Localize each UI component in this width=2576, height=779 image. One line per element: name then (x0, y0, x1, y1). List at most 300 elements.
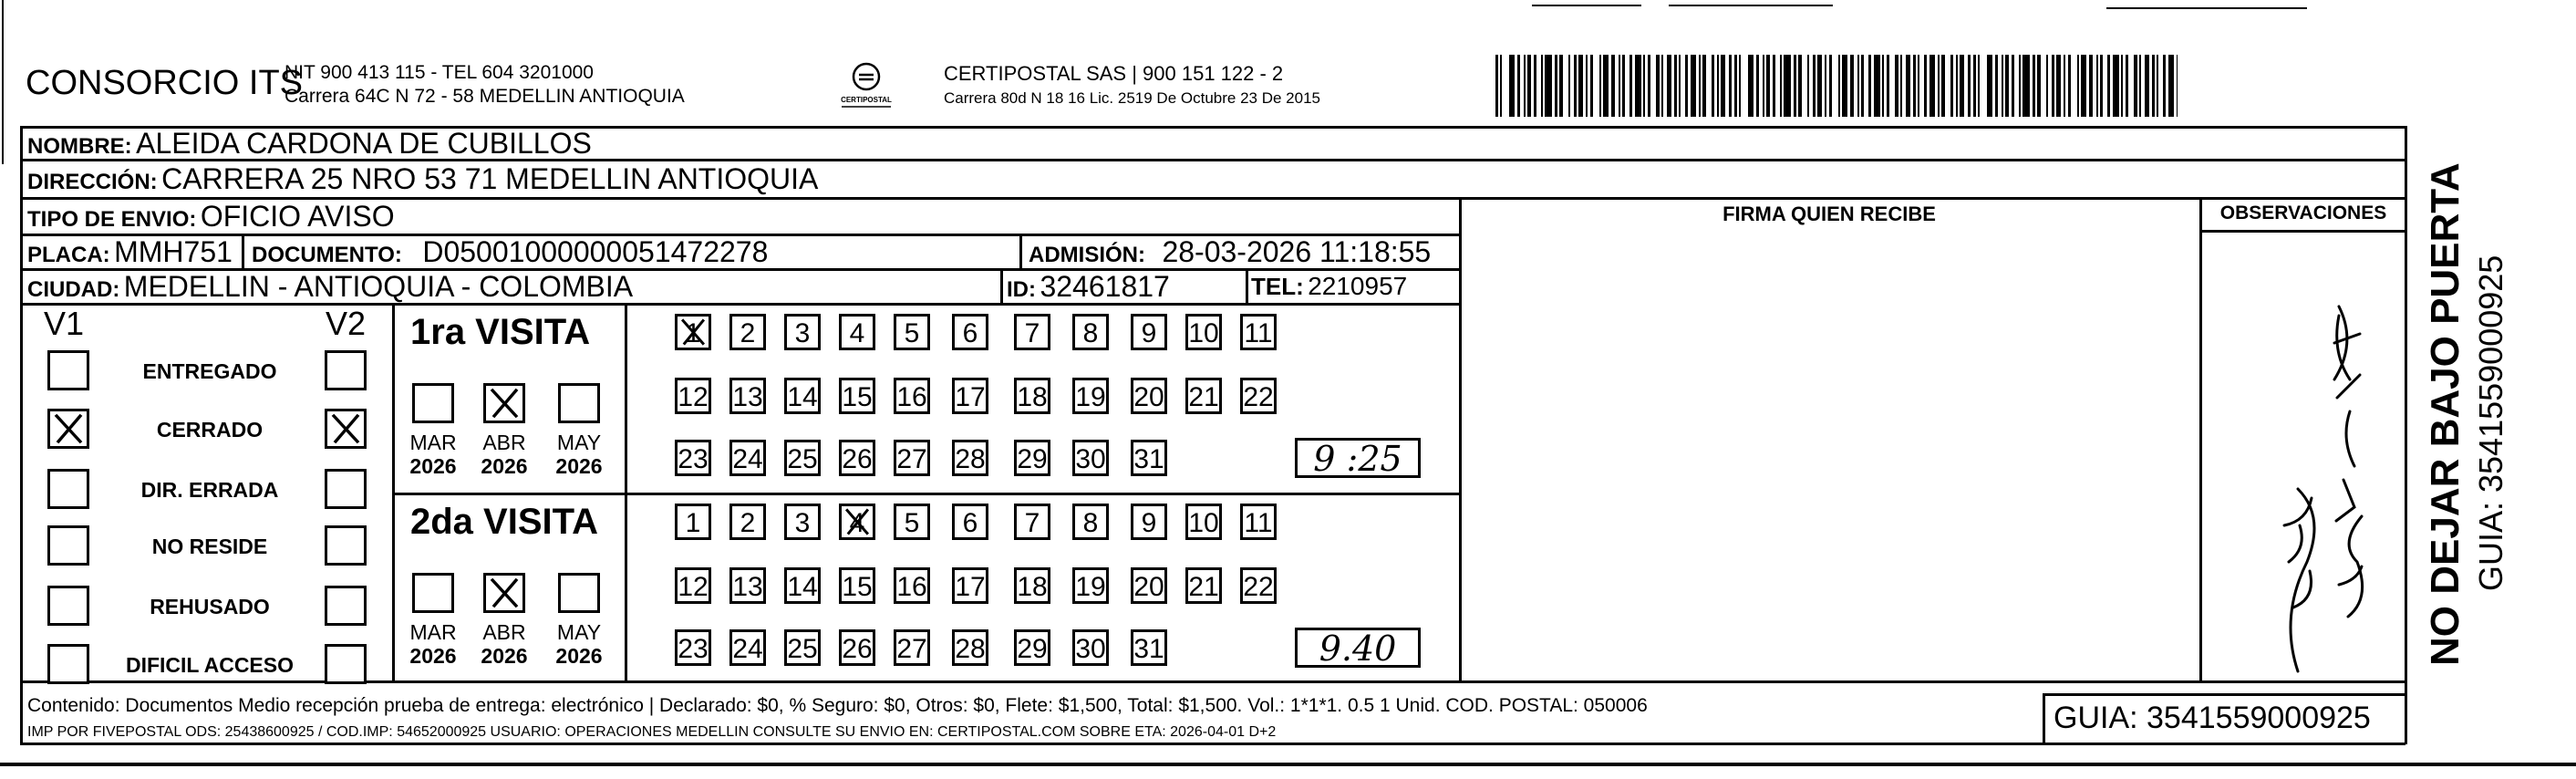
barcode-bar (1712, 55, 1714, 117)
barcode-bar (2168, 55, 2174, 117)
status-option-label: DIFICIL ACCESO (125, 653, 294, 677)
barcode-bar (1517, 55, 1520, 117)
month-year: 2026 (409, 454, 457, 478)
barcode-bar (1956, 55, 1958, 117)
documento-cell (252, 234, 768, 268)
barcode-bar (1699, 55, 1701, 117)
v1-checkbox[interactable] (47, 469, 89, 509)
day-number: 23 (678, 444, 709, 474)
day-box[interactable] (729, 504, 766, 540)
barcode-bar (1756, 55, 1759, 117)
day-box[interactable] (1240, 567, 1277, 604)
day-box[interactable] (784, 567, 821, 604)
v1-checkbox[interactable] (47, 350, 89, 390)
day-box[interactable] (894, 504, 930, 540)
barcode-bar (1661, 55, 1663, 117)
barcode-bar (1784, 55, 1791, 117)
day-number: 20 (1133, 382, 1164, 412)
barcode (1495, 55, 2179, 117)
day-box[interactable] (1185, 314, 1222, 350)
month-name: MAY (556, 620, 602, 644)
day-number: 28 (955, 634, 986, 664)
barcode-bar (1674, 55, 1677, 117)
barcode-bar (1643, 55, 1645, 117)
barcode-bar (2113, 55, 2119, 117)
month-year: 2026 (555, 644, 603, 668)
company-name: CONSORCIO ITS (26, 64, 304, 102)
month-name: MAR (409, 620, 457, 644)
divider (242, 234, 244, 268)
company-nit: NIT 900 413 115 - TEL 604 3201000 (284, 62, 594, 83)
barcode-bar (1918, 55, 1919, 117)
day-number: 8 (1082, 508, 1099, 538)
barcode-bar (1850, 55, 1854, 117)
barcode-bar (1857, 55, 1859, 117)
month-label (549, 431, 609, 478)
day-number: 18 (1017, 382, 1048, 412)
month-name: MAY (556, 431, 602, 454)
day-number: 5 (904, 318, 920, 348)
barcode-bar (1817, 55, 1822, 117)
day-box[interactable] (894, 629, 930, 666)
day-box[interactable] (839, 314, 875, 350)
day-box[interactable] (952, 504, 988, 540)
day-number: 8 (1082, 318, 1099, 348)
v2-label: V2 (326, 305, 367, 342)
day-number: 21 (1188, 382, 1219, 412)
day-number: 23 (678, 634, 709, 664)
handwritten-observation (2202, 234, 2405, 680)
barcode-bar (1906, 55, 1910, 117)
day-number: 10 (1188, 318, 1219, 348)
tel-cell (1251, 268, 1407, 303)
day-number: 5 (904, 508, 920, 538)
row-line (20, 303, 1461, 306)
barcode-bar (2077, 55, 2079, 117)
day-box[interactable] (1185, 567, 1222, 604)
day-box[interactable] (784, 314, 821, 350)
day-box[interactable] (952, 440, 988, 476)
day-number: 27 (896, 444, 927, 474)
barcode-bar (1748, 55, 1754, 117)
month-name: MAR (409, 431, 457, 454)
barcode-bar (2134, 55, 2137, 117)
day-number: 7 (1024, 508, 1040, 538)
barcode-bar (2023, 55, 2030, 117)
barcode-bar (1721, 55, 1725, 117)
barcode-bar (2002, 55, 2003, 117)
barcode-bar (1838, 55, 1840, 117)
day-box[interactable] (952, 314, 988, 350)
day-box[interactable] (675, 314, 711, 350)
direccion-label: DIRECCIÓN: (27, 170, 158, 194)
contenido-text: Contenido: Documentos Medio recepción prueba de entrega: electrónico | Declarado: $0, % Seguro: $0, Otros: $0, Flete: $1,500, Total: $1,500. Vol.: 1*1*1. 0.5 1 Unid. COD. POSTAL: 050006 (27, 695, 1648, 716)
footer-guia-top (2043, 693, 2405, 696)
day-number: 31 (1133, 444, 1164, 474)
barcode-bar (2056, 55, 2061, 117)
barcode-bar (1829, 55, 1832, 117)
barcode-bar (2100, 55, 2103, 117)
scan-mark (1669, 5, 1833, 6)
barcode-bar (1541, 55, 1543, 117)
day-box[interactable] (1240, 314, 1277, 350)
status-option-label: NO RESIDE (151, 535, 268, 558)
month-label (474, 431, 534, 478)
day-box[interactable] (729, 314, 766, 350)
barcode-bar (1938, 55, 1940, 117)
barcode-bar (1929, 55, 1935, 117)
day-box[interactable] (1072, 629, 1109, 666)
day-box[interactable] (1014, 314, 1050, 350)
barcode-bar (1780, 55, 1782, 117)
barcode-bar (1527, 55, 1531, 117)
day-box[interactable] (675, 629, 711, 666)
barcode-bar (1500, 55, 1502, 117)
barcode-bar (1807, 55, 1809, 117)
documento-value: D05001000000051472278 (422, 235, 769, 268)
signature-area[interactable] (1463, 234, 2198, 680)
day-number: 24 (732, 444, 763, 474)
day-box[interactable] (784, 629, 821, 666)
frame-bottom (20, 743, 2405, 745)
day-number: 14 (787, 572, 818, 602)
direccion-row (27, 161, 818, 197)
scan-mark (2, 0, 4, 164)
month-checkbox[interactable] (412, 573, 454, 613)
barcode-bar (2089, 55, 2093, 117)
month-label (403, 620, 463, 668)
day-number: 2 (740, 508, 756, 538)
day-number: 27 (896, 634, 927, 664)
no-dejar-bajo-puerta: NO DEJAR BAJO PUERTA (2423, 162, 2467, 666)
day-number: 16 (896, 572, 927, 602)
barcode-bar (1861, 55, 1864, 117)
visit-title: 2da VISITA (410, 502, 598, 542)
barcode-bar (1691, 55, 1696, 117)
barcode-bar (2068, 55, 2071, 117)
tel-label: TEL: (1251, 273, 1304, 300)
barcode-bar (1534, 55, 1536, 117)
day-number: 26 (842, 634, 873, 664)
day-number: 13 (732, 572, 763, 602)
direccion-value: CARRERA 25 NRO 53 71 MEDELLIN ANTIOQUIA (161, 162, 819, 195)
day-box[interactable] (839, 629, 875, 666)
placa-label: PLACA: (27, 243, 110, 267)
barcode-bar (1524, 55, 1526, 117)
day-number: 11 (1244, 318, 1273, 348)
day-box[interactable] (839, 378, 875, 414)
day-box[interactable] (1014, 440, 1050, 476)
carrier-name: CERTIPOSTAL SAS | 900 151 122 - 2 (944, 62, 1284, 85)
side-text (2413, 155, 2568, 666)
barcode-bar (2019, 55, 2021, 117)
tipo-envio-value: OFICIO AVISO (200, 200, 395, 233)
id-cell (1007, 268, 1170, 303)
day-box[interactable] (952, 629, 988, 666)
carrier-address: Carrera 80d N 18 16 Lic. 2519 De Octubre 23 De 2015 (944, 89, 1320, 107)
company-address: Carrera 64C N 72 - 58 MEDELLIN ANTIOQUIA (284, 86, 685, 107)
barcode-bar (1622, 55, 1625, 117)
day-box[interactable] (1185, 378, 1222, 414)
month-label (403, 431, 463, 478)
day-box[interactable] (894, 314, 930, 350)
day-box[interactable] (729, 440, 766, 476)
day-box[interactable] (1185, 504, 1222, 540)
barcode-bar (1679, 55, 1681, 117)
nombre-value: ALEIDA CARDONA DE CUBILLOS (136, 127, 592, 160)
barcode-bar (1685, 55, 1688, 117)
firma-label: FIRMA QUIEN RECIBE (1723, 203, 1936, 225)
month-year: 2026 (481, 454, 528, 478)
imp-text: IMP POR FIVEPOSTAL ODS: 25438600925 / COD.IMP: 54652000925 USUARIO: OPERACIONES MEDELLIN CONSULTE SU ENVIO EN: CERTIPOSTAL.COM SOBRE ETA: 2026-04-01 D+2 (27, 724, 1277, 740)
day-box[interactable] (675, 440, 711, 476)
month-name: ABR (482, 620, 526, 644)
footer-guia: GUIA: 3541559000925 (2054, 701, 2371, 735)
barcode-bar (1825, 55, 1826, 117)
barcode-bar (1813, 55, 1816, 117)
barcode-bar (2152, 55, 2155, 117)
day-box[interactable] (1131, 629, 1167, 666)
day-box[interactable] (894, 440, 930, 476)
barcode-bar (1509, 55, 1515, 117)
nombre-label: NOMBRE: (27, 134, 132, 159)
barcode-bar (1960, 55, 1964, 117)
barcode-bar (1574, 55, 1577, 117)
barcode-bar (1619, 55, 1620, 117)
day-number: 28 (955, 444, 986, 474)
day-number: 12 (678, 572, 709, 602)
day-box[interactable] (1072, 440, 1109, 476)
v2-checkbox[interactable] (325, 525, 367, 566)
day-box[interactable] (839, 504, 875, 540)
day-number: 9 (1141, 508, 1157, 538)
divider (1000, 268, 1003, 303)
id-value: 32461817 (1040, 270, 1170, 303)
day-box[interactable] (1131, 504, 1167, 540)
barcode-bar (2145, 55, 2149, 117)
day-number: 4 (849, 508, 865, 538)
day-number: 16 (896, 382, 927, 412)
v2-checkbox[interactable] (325, 409, 367, 449)
day-box[interactable] (729, 629, 766, 666)
svg-text:CERTIPOSTAL: CERTIPOSTAL (841, 96, 892, 104)
scan-mark (1532, 5, 1641, 6)
scan-mark (2106, 7, 2307, 9)
admision-cell (1029, 234, 1431, 268)
barcode-bar (2126, 55, 2128, 117)
divider (1246, 268, 1248, 303)
tipo-envio-label: TIPO DE ENVIO: (27, 207, 197, 232)
barcode-bar (1913, 55, 1916, 117)
day-mark (842, 506, 873, 537)
day-number: 1 (685, 318, 701, 348)
status-option-label: DIR. ERRADA (140, 478, 279, 502)
day-box[interactable] (675, 378, 711, 414)
day-box[interactable] (1072, 378, 1109, 414)
barcode-bar (2033, 55, 2035, 117)
firma-column-left (1459, 197, 1462, 681)
barcode-bar (1794, 55, 1796, 117)
day-box[interactable] (839, 567, 875, 604)
barcode-bar (1667, 55, 1671, 117)
month-label (549, 620, 609, 668)
barcode-bar (1555, 55, 1557, 117)
footer-divider (20, 680, 2405, 683)
barcode-bar (1648, 55, 1650, 117)
v2-checkbox[interactable] (325, 586, 367, 626)
day-number: 24 (732, 634, 763, 664)
barcode-bar (1895, 55, 1898, 117)
ciudad-row (27, 268, 633, 303)
day-mark (678, 317, 709, 348)
barcode-bar (2037, 55, 2041, 117)
v2-checkbox[interactable] (325, 469, 367, 509)
barcode-bar (2121, 55, 2123, 117)
month-checkbox[interactable] (483, 383, 525, 423)
day-box[interactable] (1014, 567, 1050, 604)
barcode-bar (2081, 55, 2086, 117)
day-box[interactable] (1072, 314, 1109, 350)
barcode-bar (1545, 55, 1552, 117)
day-box[interactable] (952, 567, 988, 604)
day-number: 6 (962, 318, 978, 348)
barcode-bar (2012, 55, 2014, 117)
day-number: 15 (842, 382, 873, 412)
frame-left (20, 126, 23, 744)
barcode-bar (1842, 55, 1847, 117)
day-number: 26 (842, 444, 873, 474)
day-box[interactable] (1240, 378, 1277, 414)
day-box[interactable] (784, 440, 821, 476)
day-number: 1 (685, 508, 701, 538)
barcode-bar (1495, 55, 1498, 117)
day-number: 3 (794, 508, 811, 538)
month-checkbox[interactable] (483, 573, 525, 613)
day-box[interactable] (894, 567, 930, 604)
day-box[interactable] (1014, 378, 1050, 414)
day-number: 25 (787, 634, 818, 664)
barcode-bar (1729, 55, 1732, 117)
day-number: 6 (962, 508, 978, 538)
day-number: 17 (955, 382, 986, 412)
barcode-bar (1874, 55, 1880, 117)
day-box[interactable] (1131, 314, 1167, 350)
day-number: 19 (1075, 572, 1106, 602)
day-box[interactable] (784, 378, 821, 414)
day-box[interactable] (1131, 378, 1167, 414)
admision-value: 28-03-2026 11:18:55 (1162, 235, 1432, 268)
day-box[interactable] (1014, 629, 1050, 666)
day-number: 30 (1075, 634, 1106, 664)
nombre-row (27, 126, 592, 159)
day-box[interactable] (1240, 504, 1277, 540)
day-number: 20 (1133, 572, 1164, 602)
day-box[interactable] (784, 504, 821, 540)
barcode-bar (1611, 55, 1615, 117)
barcode-bar (2139, 55, 2141, 117)
visit-title: 1ra VISITA (410, 312, 591, 352)
visit-time[interactable]: 9.40 (1295, 628, 1421, 668)
v1-checkbox[interactable] (47, 644, 89, 684)
ciudad-label: CIUDAD: (27, 277, 120, 302)
day-number: 21 (1188, 572, 1219, 602)
day-number: 25 (787, 444, 818, 474)
admision-label: ADMISIÓN: (1029, 243, 1145, 267)
day-number: 9 (1141, 318, 1157, 348)
day-number: 7 (1024, 318, 1040, 348)
v2-checkbox[interactable] (325, 644, 367, 684)
barcode-bar (2096, 55, 2098, 117)
barcode-bar (1559, 55, 1563, 117)
month-name: ABR (482, 431, 526, 454)
frame-right (2405, 126, 2407, 744)
day-number: 31 (1133, 634, 1164, 664)
placa-row (27, 234, 233, 268)
day-box[interactable] (675, 567, 711, 604)
day-box[interactable] (952, 378, 988, 414)
month-checkbox[interactable] (558, 573, 600, 613)
certipostal-logo (834, 60, 898, 111)
month-label (474, 620, 534, 668)
v1-checkbox[interactable] (47, 525, 89, 566)
placa-value: MMH751 (114, 235, 233, 268)
tel-value: 2210957 (1308, 272, 1408, 300)
divider (1019, 234, 1022, 268)
barcode-bar (1763, 55, 1764, 117)
day-box[interactable] (729, 567, 766, 604)
visit-time[interactable]: 9 :25 (1295, 438, 1421, 478)
month-checkbox[interactable] (558, 383, 600, 423)
day-number: 29 (1017, 634, 1048, 664)
v1-checkbox[interactable] (47, 586, 89, 626)
day-box[interactable] (729, 378, 766, 414)
day-number: 11 (1244, 508, 1273, 538)
v1-checkbox[interactable] (47, 409, 89, 449)
barcode-bar (1578, 55, 1583, 117)
day-box[interactable] (675, 504, 711, 540)
barcode-bar (1717, 55, 1719, 117)
day-box[interactable] (1131, 567, 1167, 604)
tipo-envio-row (27, 197, 395, 234)
barcode-bar (2046, 55, 2048, 117)
barcode-bar (2064, 55, 2065, 117)
barcode-bar (1868, 55, 1871, 117)
day-box[interactable] (1072, 567, 1109, 604)
month-year: 2026 (409, 644, 457, 668)
day-number: 10 (1188, 508, 1219, 538)
footer-guia-divider (2043, 693, 2045, 744)
day-box[interactable] (1072, 504, 1109, 540)
day-box[interactable] (894, 378, 930, 414)
barcode-bar (1882, 55, 1884, 117)
barcode-bar (1973, 55, 1976, 117)
barcode-bar (2177, 55, 2178, 117)
status-option-label: ENTREGADO (142, 359, 277, 383)
day-box[interactable] (1014, 504, 1050, 540)
month-checkbox[interactable] (412, 383, 454, 423)
day-box[interactable] (839, 440, 875, 476)
status-option-label: REHUSADO (150, 595, 270, 618)
v2-checkbox[interactable] (325, 350, 367, 390)
day-number: 14 (787, 382, 818, 412)
barcode-bar (1950, 55, 1953, 117)
barcode-bar (1599, 55, 1601, 117)
documento-label: DOCUMENTO: (252, 243, 402, 267)
day-box[interactable] (1131, 440, 1167, 476)
month-year: 2026 (555, 454, 603, 478)
day-number: 29 (1017, 444, 1048, 474)
barcode-bar (1590, 55, 1593, 117)
